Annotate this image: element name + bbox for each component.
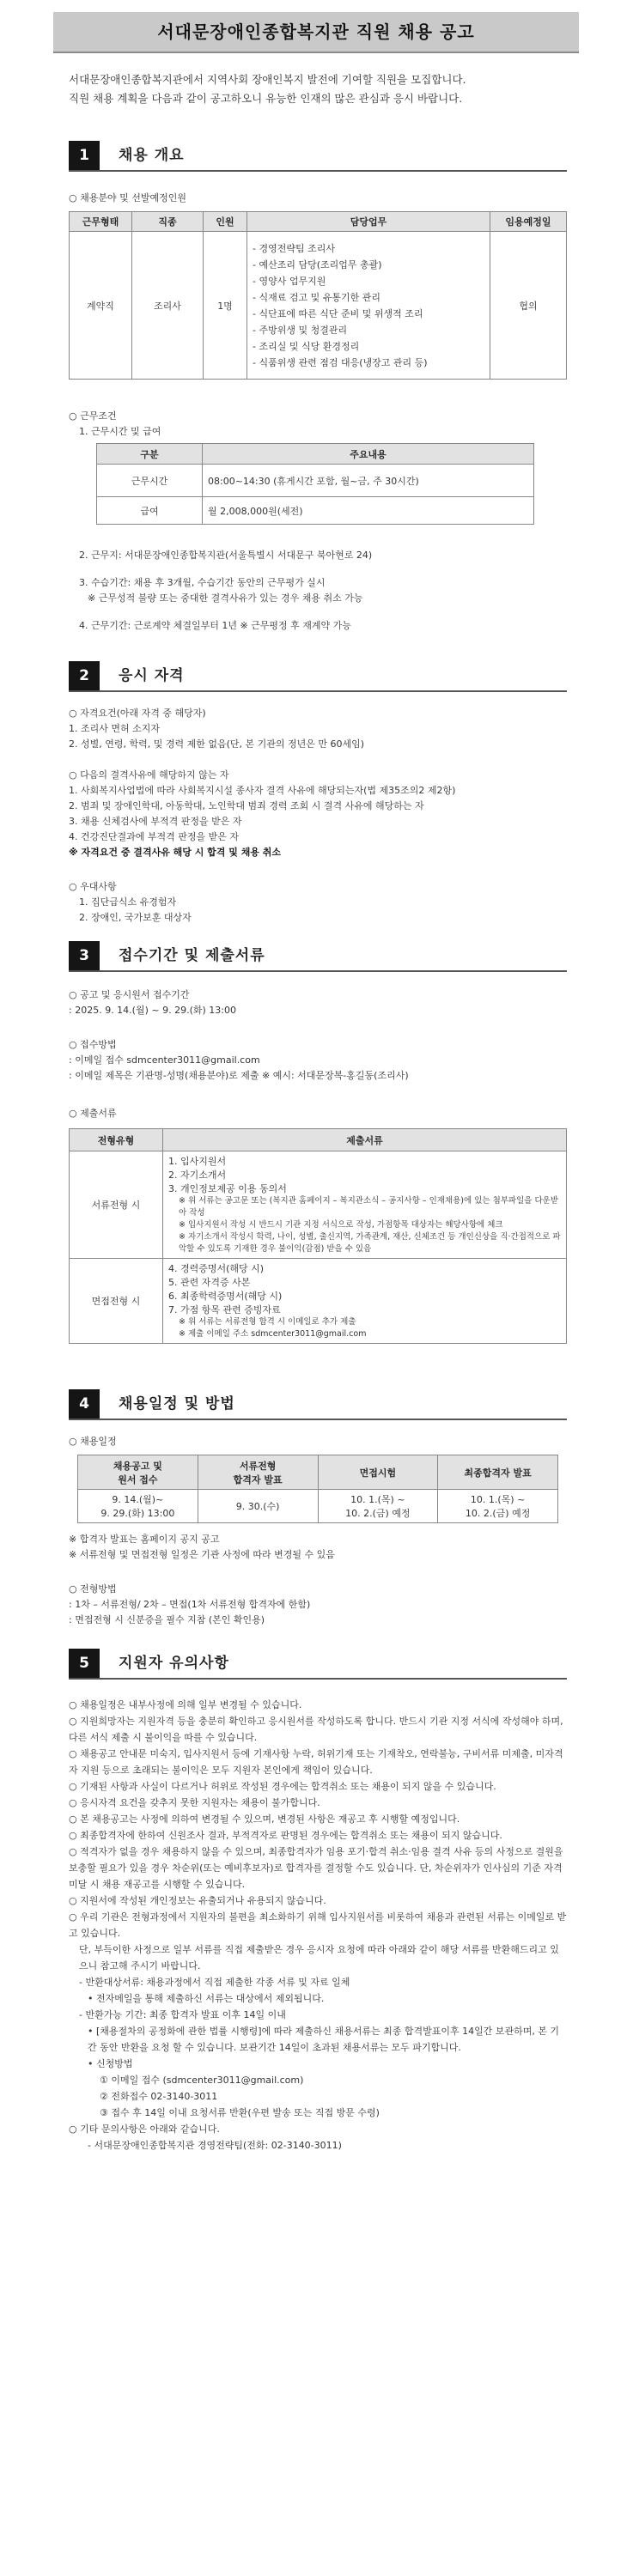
note: ※ 위 서류는 공고문 또는 (복지관 홈페이지 – 복지관소식 – 공지사항 – 인재채용)에 있는 첨부파일을 다운받아 작성 (179, 1196, 559, 1218)
disqualifications (69, 768, 567, 860)
table-header (198, 1455, 318, 1490)
applicant-notes (69, 1697, 567, 2154)
duty-item: - 영양사 업무지원 (253, 275, 326, 287)
table-cell: 근무시간 (97, 465, 203, 497)
work-conditions (69, 409, 567, 440)
note: ○ 우리 기관은 전형과정에서 지원자의 불편을 최소화하기 위해 입사지원서를 비롯하여 채용과 관련된 서류는 이메일로 받고 있습니다. (69, 1911, 567, 1939)
subheading: ○ 제출서류 (69, 1108, 117, 1119)
cell-line: 9. 29.(화) 13:00 (100, 1508, 175, 1519)
table-header: 담당업무 (247, 212, 490, 232)
cell-line: 10. 1.(목) ~ (470, 1494, 526, 1505)
schedule-notes (69, 1532, 567, 1563)
table-cell: 08:00~14:30 (휴게시간 포함, 월~금, 주 30시간) (203, 465, 534, 497)
list-item: 2. 자기소개서 (168, 1170, 227, 1181)
intro-text (69, 70, 567, 108)
section-title: 채용일정 및 방법 (119, 1395, 235, 1413)
section-header-5 (69, 1649, 567, 1680)
duty-item: - 식단표에 따른 식단 준비 및 위생적 조리 (253, 307, 423, 319)
duty-item: - 식품위생 관련 점검 대응(냉장고 관리 등) (253, 356, 428, 368)
section-title: 지원자 유의사항 (119, 1655, 229, 1672)
header-line: 채용공고 및 (113, 1460, 162, 1472)
list-item: 1. 조리사 면허 소지자 (69, 723, 160, 734)
note: ※ 서류전형 및 면접전형 일정은 기관 사정에 따라 변경될 수 있음 (69, 1549, 335, 1560)
note: ※ 제출 이메일 주소 sdmcenter3011@gmail.com (179, 1329, 367, 1339)
note: ○ 기재된 사항과 사실이 다르거나 허위로 작성된 경우에는 합격취소 또는 채용이 되지 않을 수 있습니다. (69, 1781, 496, 1792)
table-cell (163, 1151, 567, 1259)
list-item: : 면접전형 시 신분증을 필수 지참 (본인 확인용) (69, 1614, 265, 1625)
list-item: 2. 장애인, 국가보훈 대상자 (79, 912, 192, 923)
table-cell: 1명 (204, 232, 247, 380)
intro-line: 직원 채용 계획을 다음과 같이 공고하오니 유능한 인재의 많은 관심과 응시 바랍니다. (69, 92, 463, 105)
note: - 반환대상서류: 채용과정에서 직접 제출한 각종 서류 및 자료 일체 (79, 1977, 350, 1988)
note: 단, 부득이한 사정으로 일부 서류를 직접 제출받은 경우 응시자 요청에 따라 아래와 같이 해당 서류를 반환해드리고 있으니 참고해 주시기 바랍니다. (79, 1944, 559, 1971)
table-header: 직종 (132, 212, 204, 232)
note: ※ 합격자 발표는 홈페이지 공지 공고 (69, 1534, 220, 1545)
period (69, 987, 567, 1018)
section-header-1 (69, 141, 567, 172)
table-cell: 면접전형 시 (70, 1259, 163, 1344)
recruit-field-label (69, 191, 567, 206)
list-item: 2. 범죄 및 장애인학대, 아동학대, 노인학대 범죄 경력 조회 시 결격 사유에 해당하는 자 (69, 800, 424, 811)
schedule-table (77, 1455, 558, 1523)
header-line: 면접시험 (359, 1467, 397, 1479)
table-cell: 급여 (97, 497, 203, 525)
note: • 신청방법 (88, 2058, 133, 2069)
list-item: : 1차 – 서류전형/ 2차 – 면접(1차 서류전형 합격자에 한함) (69, 1599, 311, 1610)
note: ○ 지원서에 작성된 개인정보는 유출되거나 유용되지 않습니다. (69, 1895, 326, 1906)
note: ○ 채용일정은 내부사정에 의해 일부 변경될 수 있습니다. (69, 1699, 302, 1710)
list-item: 3. 개인정보제공 이용 동의서 (168, 1183, 287, 1194)
note: ※ 자격요건 중 결격사유 해당 시 합격 및 채용 취소 (69, 847, 282, 858)
cell-line: 10. 2.(금) 예정 (345, 1508, 411, 1519)
section-number: 4 (69, 1389, 100, 1419)
table-cell: 월 2,008,000원(세전) (203, 497, 534, 525)
list-item: 4. 건강진단결과에 부적격 판정을 받은 자 (69, 831, 239, 842)
duty-item: - 예산조리 담당(조리업무 총괄) (253, 258, 382, 270)
list-item: 1. 사회복지사업법에 따라 사회복지시설 종사자 결격 사유에 해당되는자(법 제35조의2 제2항) (69, 785, 456, 796)
note: • 전자메일을 통해 제출하신 서류는 대상에서 제외됩니다. (88, 1993, 325, 2004)
note: - 서대문장애인종합복지관 경영전략팀(전화: 02-3140-3011) (88, 2140, 342, 2151)
cell-line: 10. 2.(금) 예정 (465, 1508, 531, 1519)
table-header: 구분 (97, 444, 203, 465)
section-number: 1 (69, 141, 100, 170)
note: ② 전화접수 02-3140-3011 (100, 2091, 218, 2102)
table-header: 주요내용 (203, 444, 534, 465)
note: ○ 적격자가 없을 경우 채용하지 않을 수 있으며, 최종합격자가 임용 포기·합격 취소·임용 결격 사유 등의 사정으로 결원을 보충할 필요가 있을 경우 차순위(또는 예비후보자)로 합격자를 결정할 수도 있습니다. 단, 차순위자가 인사심의 기준 자격 미달 시 채용 재공고를 시행할 수 있습니다. (69, 1846, 563, 1890)
list-item: 4. 경력증명서(해당 시) (168, 1263, 265, 1274)
header-line: 합격자 발표 (233, 1473, 283, 1485)
header-line: 최종합격자 발표 (464, 1467, 532, 1479)
list-item: 2. 근무지: 서대문장애인종합복지관(서울특별시 서대문구 북아현로 24) (79, 550, 373, 561)
recruit-table (69, 211, 567, 380)
qualifications (69, 706, 567, 752)
duty-item: - 조리실 및 식당 환경정리 (253, 340, 360, 352)
table-header (438, 1455, 558, 1490)
list-item: 7. 가점 항목 관련 증빙자료 (168, 1304, 281, 1315)
table-cell (438, 1490, 558, 1523)
selection-method (69, 1582, 567, 1628)
table-header (78, 1455, 198, 1490)
section-number: 2 (69, 661, 100, 690)
section-title: 응시 자격 (119, 667, 185, 684)
section-number: 5 (69, 1649, 100, 1678)
subheading: ○ 다음의 결격사유에 해당하지 않는 자 (69, 769, 229, 781)
duty-item: - 식재료 검고 및 유통기한 관리 (253, 291, 380, 303)
method (69, 1037, 567, 1084)
list-item: 4. 근무기간: 근로계약 체결일부터 1년 ※ 근무평정 후 재계약 가능 (79, 620, 351, 631)
subheading: ○ 채용분야 및 선발예정인원 (69, 192, 186, 204)
subheading: ○ 접수방법 (69, 1039, 117, 1050)
table-cell: 협의 (490, 232, 567, 380)
note: ※ 자기소개서 작성시 학력, 나이, 성별, 출신지역, 가족관계, 재산, 신체조건 등 개인신상을 직·간접적으로 파악할 수 있도록 기재한 경우 불이익(감점) 받을 수 있음 (179, 1232, 561, 1254)
table-cell: 계약직 (70, 232, 132, 380)
list-item: : 이메일 제목은 기관명-성명(채용분야)로 제출 ※ 예시: 서대문장복-홍길동(조리사) (69, 1070, 409, 1081)
table-header: 임용예정일 (490, 212, 567, 232)
note: • [채용절차의 공정화에 관한 법률 시행령]에 따라 제출하신 채용서류는 최종 합격발표이후 14일간 보관하며, 본 기간 동안 반환을 요청 할 수 있습니다. 보관기간 14일이 초과된 채용서류는 모두 파기합니다. (88, 2026, 560, 2053)
list-item: 1. 입사지원서 (168, 1156, 227, 1167)
list-item: 3. 수습기간: 채용 후 3개월, 수습기간 동안의 근무평가 실시 (79, 577, 326, 588)
subheading: ○ 우대사항 (69, 881, 117, 892)
subheading: ○ 전형방법 (69, 1583, 117, 1595)
header-line: 서류전형 (239, 1460, 277, 1472)
table-header: 제출서류 (163, 1129, 567, 1151)
note: ○ 응시자격 요건을 갖추지 못한 지원자는 채용이 불가합니다. (69, 1797, 320, 1808)
section-title: 접수기간 및 제출서류 (119, 947, 265, 964)
table-cell: 조리사 (132, 232, 204, 380)
table-cell (318, 1490, 438, 1523)
table-cell (198, 1490, 318, 1523)
list-item: 1. 근무시간 및 급여 (79, 426, 161, 437)
section-header-4 (69, 1389, 567, 1420)
note: ③ 접수 후 14일 이내 요청서류 반환(우편 발송 또는 직접 방문 수령) (100, 2107, 380, 2118)
table-cell (163, 1259, 567, 1344)
section-header-2 (69, 661, 567, 692)
note: ① 이메일 접수 (sdmcenter3011@gmail.com) (100, 2075, 304, 2086)
note: ○ 채용공고 안내문 미숙지, 입사지원서 등에 기재사항 누락, 허위기재 또는 기재착오, 연락불능, 구비서류 미제출, 미자격자 지원 등으로 초래되는 불이익은 모두 지원자 본인에게 책임이 있습니다. (69, 1748, 563, 1776)
table-cell: 서류전형 시 (70, 1151, 163, 1259)
note: ※ 근무성적 불량 또는 중대한 결격사유가 있는 경우 채용 취소 가능 (88, 592, 363, 604)
section-number: 3 (69, 941, 100, 970)
header-line: 원서 접수 (118, 1473, 158, 1485)
cell-line: 10. 1.(목) ~ (350, 1494, 405, 1505)
page-title: 서대문장애인종합복지관 직원 채용 공고 (53, 12, 579, 53)
list-item: 5. 관련 자격증 사본 (168, 1277, 251, 1288)
table-header: 근무형태 (70, 212, 132, 232)
list-item: 3. 채용 신체검사에 부적격 판정을 받은 자 (69, 816, 242, 827)
preferences (69, 879, 567, 926)
subheading: ○ 채용일정 (69, 1436, 117, 1447)
documents-label (69, 1106, 567, 1121)
cell-line: 9. 14.(월)~ (112, 1494, 164, 1505)
note: ※ 위 서류는 서류전형 합격 시 이메일로 추가 제출 (179, 1317, 356, 1327)
work-items (69, 548, 567, 634)
list-item: : 2025. 9. 14.(월) ~ 9. 29.(화) 13:00 (69, 1005, 236, 1016)
note: ○ 지원희망자는 지원자격 등을 충분히 확인하고 응시원서를 작성하도록 합니다. 반드시 기관 지정 서식에 작성해야 하며, 다른 서식 제출 시 불이익을 따를 수 있습니다. (69, 1716, 563, 1743)
note: ※ 입사지원서 작성 시 반드시 기관 지정 서식으로 작성, 가점항목 대상자는 해당사항에 체크 (179, 1220, 503, 1230)
table-cell (78, 1490, 198, 1523)
note: ○ 기타 문의사항은 아래와 같습니다. (69, 2123, 220, 2135)
table-header: 인원 (204, 212, 247, 232)
note: ○ 최종합격자에 한하여 신원조사 결과, 부적격자로 판명된 경우에는 합격취소 또는 채용이 되지 않습니다. (69, 1830, 502, 1841)
duty-item: - 경영전략팀 조리사 (253, 242, 335, 254)
list-item: : 이메일 접수 sdmcenter3011@gmail.com (69, 1054, 260, 1066)
list-item: 1. 집단급식소 유경험자 (79, 896, 177, 908)
subheading: ○ 근무조건 (69, 410, 117, 422)
section-header-3 (69, 941, 567, 972)
note: - 반환가능 기간: 최종 합격자 발표 이후 14일 이내 (79, 2009, 286, 2020)
duty-item: - 주방위생 및 청결관리 (253, 324, 348, 336)
list-item: 6. 최종학력증명서(해당 시) (168, 1291, 283, 1302)
work-table (96, 443, 534, 525)
note: ○ 본 채용공고는 사정에 의하여 변경될 수 있으며, 변경된 사항은 재공고 후 시행할 예정입니다. (69, 1814, 460, 1825)
table-header: 전형유형 (70, 1129, 163, 1151)
duties-cell (247, 232, 490, 380)
subheading: ○ 자격요건(아래 자격 중 해당자) (69, 708, 206, 719)
cell-line: 9. 30.(수) (235, 1501, 280, 1512)
intro-line: 서대문장애인종합복지관에서 지역사회 장애인복지 발전에 기여할 직원을 모집합니다. (69, 73, 466, 86)
schedule-label (69, 1434, 567, 1449)
table-header (318, 1455, 438, 1490)
subheading: ○ 공고 및 응시원서 접수기간 (69, 989, 190, 1000)
section-title: 채용 개요 (119, 147, 185, 164)
list-item: 2. 성별, 연령, 학력, 및 경력 제한 없음(단, 본 기관의 정년은 만 60세임) (69, 738, 365, 750)
documents-table (69, 1128, 567, 1344)
